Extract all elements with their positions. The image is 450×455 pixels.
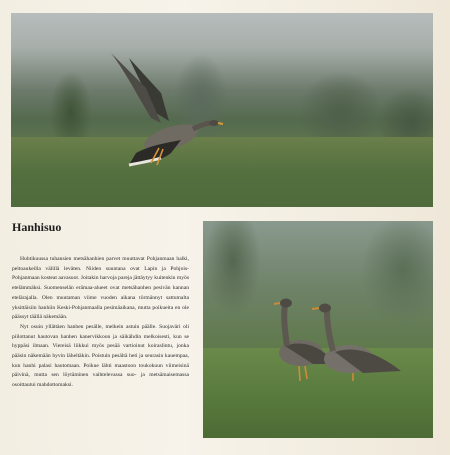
flying-goose-illustration [11,13,433,207]
paragraph-2: Nyt osuin yllättäen hanhen pesälle, melkein astuin päälle. Suojaväri oli piilottanut hautovan hanhen kanervikkoon ja säikähdin melkoisesti, kun se hyppäsi ilmaan. Viereisä liikkui myös pesää vartioinut koiraslintu, jonka pääsin näkemään hyvin läheltäkin. Poistuin pesältä heti ja seurasin kauempaa, kun hanhi palasi hautomaan. Poikue lähti maastoon toukokuun viimeisinä päivinä, mutta sen löytäminen vaihtelevassa suo- ja metsämaisemassa osoittautui mahdottomaksi. [12,323,189,389]
photo-goose-pair [203,221,433,438]
article-title: Hanhisuo [12,220,62,234]
goose-pair-illustration [203,221,433,438]
paragraph-1: Huhtikuussa tuhansien metsähanhien parvet muuttavat Pohjanmaan halki, peltoaukeilla välillä leväten. Niiden suuntana ovat Lapin ja Pohjois-Pohjanmaan kosteat aavasuot. Joitakin harvoja pareja jättäytyy kuitenkin myös etelämmäksi. Suomenselän erämaa-alueet ovat metsähanhen pesivän kannan etelärajalla. Olen muutaman viime vuoden aikana törmännyt sattumalta yksittäisiin hanhiin Keski-Pohjanmaalla pesimäaikana, mutta poikueita en ole päässyt täällä näkemään. [12,256,189,321]
photo-goose-in-flight [11,13,433,207]
article-body [12,255,189,391]
